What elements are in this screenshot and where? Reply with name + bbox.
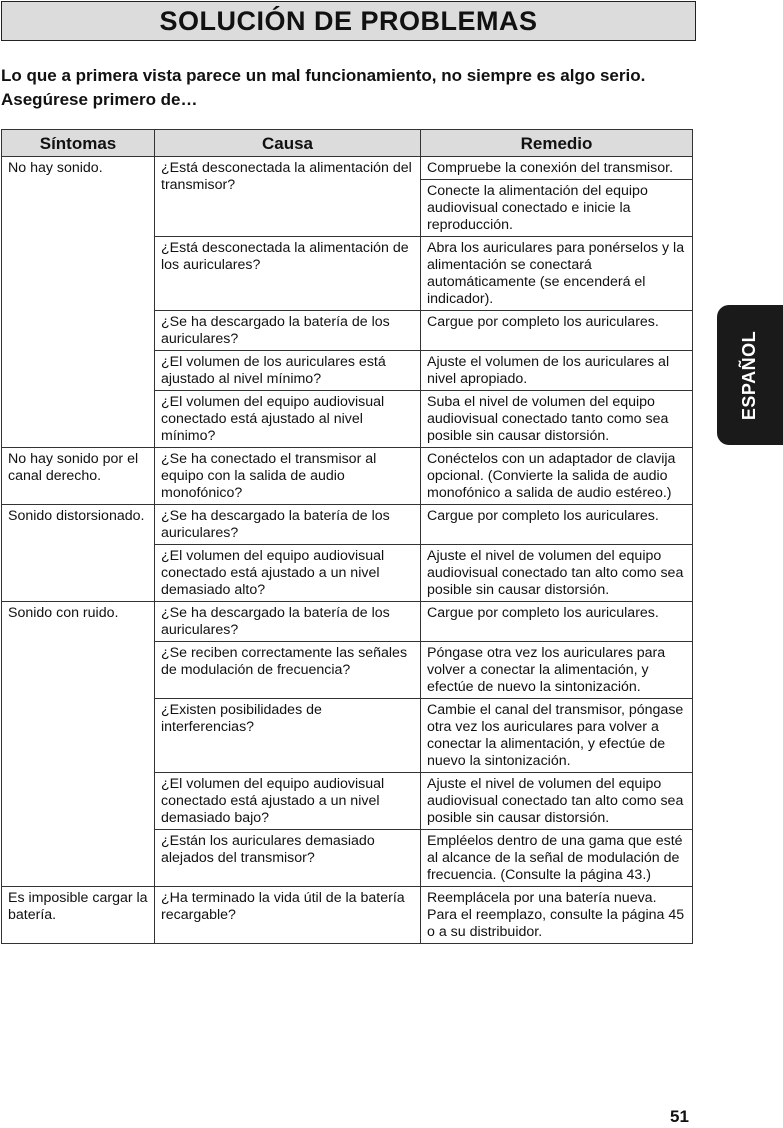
remedy-cell: Compruebe la conexión del transmisor. <box>421 157 693 180</box>
cause-cell: ¿El volumen del equipo audiovisual conectado está ajustado a un nivel demasiado bajo? <box>155 773 421 830</box>
cause-cell: ¿Están los auriculares demasiado alejados del transmisor? <box>155 830 421 887</box>
cause-cell: ¿Ha terminado la vida útil de la batería recargable? <box>155 887 421 944</box>
troubleshooting-table <box>1 129 693 944</box>
cause-cell: ¿Se ha descargado la batería de los auriculares? <box>155 311 421 351</box>
cause-cell: ¿Está desconectada la alimentación del transmisor? <box>155 157 421 237</box>
remedy-cell: Ajuste el nivel de volumen del equipo audiovisual conectado tan alto como sea posible sin causar distorsión. <box>421 545 693 602</box>
remedy-cell: Abra los auriculares para ponérselos y la alimentación se conectará automáticamente (se encenderá el indicador). <box>421 237 693 311</box>
cause-cell: ¿El volumen del equipo audiovisual conectado está ajustado al nivel mínimo? <box>155 391 421 448</box>
cause-cell: ¿El volumen de los auriculares está ajustado al nivel mínimo? <box>155 351 421 391</box>
cause-cell: ¿Se reciben correctamente las señales de modulación de frecuencia? <box>155 642 421 699</box>
symptom-cell: No hay sonido. <box>2 157 155 448</box>
header-symptoms: Síntomas <box>2 130 155 157</box>
remedy-cell: Conecte la alimentación del equipo audiovisual conectado e inicie la reproducción. <box>421 180 693 237</box>
remedy-cell: Empléelos dentro de una gama que esté al alcance de la señal de modulación de frecuencia. (Consulte la página 43.) <box>421 830 693 887</box>
cause-cell: ¿Se ha conectado el transmisor al equipo con la salida de audio monofónico? <box>155 448 421 505</box>
cause-cell: ¿Se ha descargado la batería de los auriculares? <box>155 505 421 545</box>
symptom-cell: Es imposible cargar la batería. <box>2 887 155 944</box>
remedy-cell: Reemplácela por una batería nueva. Para el reemplazo, consulte la página 45 o a su distribuidor. <box>421 887 693 944</box>
page-number: 51 <box>670 1107 689 1126</box>
remedy-cell: Ajuste el volumen de los auriculares al nivel apropiado. <box>421 351 693 391</box>
remedy-cell: Cambie el canal del transmisor, póngase otra vez los auriculares para volver a conectar la alimentación, y efectúe de nuevo la sintonización. <box>421 699 693 773</box>
table-row <box>2 505 693 545</box>
header-remedy: Remedio <box>421 130 693 157</box>
table-row <box>2 602 693 642</box>
table-header-row <box>2 130 693 157</box>
cause-cell: ¿Está desconectada la alimentación de los auriculares? <box>155 237 421 311</box>
header-cause: Causa <box>155 130 421 157</box>
intro-text: Lo que a primera vista parece un mal funcionamiento, no siempre es algo serio. Asegúrese primero de… <box>1 66 646 109</box>
symptom-cell: Sonido con ruido. <box>2 602 155 887</box>
symptom-cell: Sonido distorsionado. <box>2 505 155 602</box>
cause-cell: ¿Se ha descargado la batería de los auriculares? <box>155 602 421 642</box>
remedy-cell: Cargue por completo los auriculares. <box>421 505 693 545</box>
remedy-cell: Conéctelos con un adaptador de clavija opcional. (Convierte la salida de audio monofónico a salida de audio estéreo.) <box>421 448 693 505</box>
remedy-cell: Ajuste el nivel de volumen del equipo audiovisual conectado tan alto como sea posible sin causar distorsión. <box>421 773 693 830</box>
remedy-cell: Cargue por completo los auriculares. <box>421 602 693 642</box>
remedy-cell: Suba el nivel de volumen del equipo audiovisual conectado tanto como sea posible sin causar distorsión. <box>421 391 693 448</box>
cause-cell: ¿Existen posibilidades de interferencias? <box>155 699 421 773</box>
language-tab <box>717 305 783 445</box>
language-tab-label: ESPAÑOL <box>739 330 760 420</box>
cause-cell: ¿El volumen del equipo audiovisual conectado está ajustado a un nivel demasiado alto? <box>155 545 421 602</box>
table-body <box>2 157 693 944</box>
symptom-cell: No hay sonido por el canal derecho. <box>2 448 155 505</box>
table-row <box>2 887 693 944</box>
page-title: SOLUCIÓN DE PROBLEMAS <box>1 1 696 41</box>
table-row <box>2 157 693 180</box>
remedy-cell: Cargue por completo los auriculares. <box>421 311 693 351</box>
table-row <box>2 448 693 505</box>
remedy-cell: Póngase otra vez los auriculares para volver a conectar la alimentación, y efectúe de nuevo la sintonización. <box>421 642 693 699</box>
